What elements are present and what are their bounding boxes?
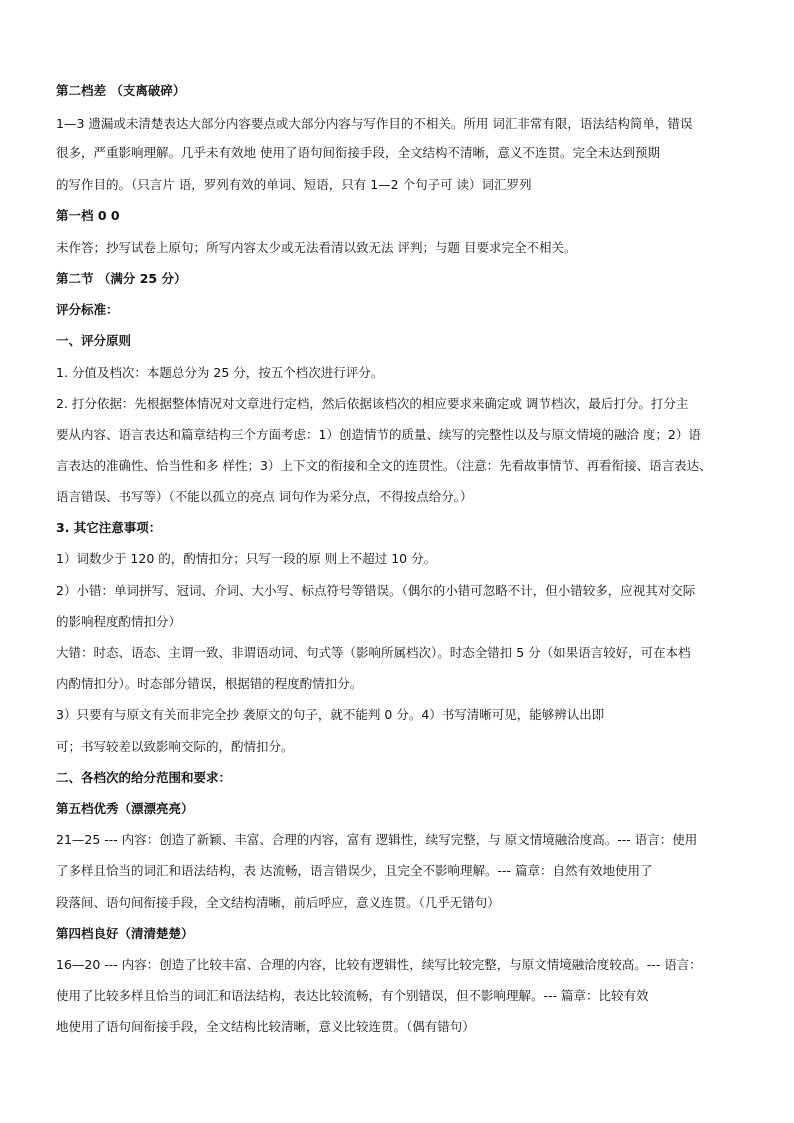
grade-ranges-heading: 二、各档次的给分范围和要求： — [56, 770, 232, 785]
paragraph-line: 可；书写较差以致影响交际的，酌情扣分。 — [56, 739, 294, 754]
notes-heading: 3. 其它注意事项： — [56, 520, 162, 535]
paragraph-line: 很多，严重影响理解。几乎未有效地 使用了语句间衔接手段，全文结构不清晰，意义不连贯。完全未达到预期 — [56, 145, 660, 160]
paragraph-line: 2）小错：单词拼写、冠词、介词、大小写、标点符号等错误。（偶尔的小错可忽略不计，但小错较多，应视其对交际 — [56, 583, 696, 598]
paragraph-line: 1. 分值及档次：本题总分为 25 分，按五个档次进行评分。 — [56, 365, 384, 380]
paragraph-line: 了多样且恰当的词汇和语法结构，表 达流畅，语言错误少，且完全不影响理解。--- 篇章：自然有效地使用了 — [56, 863, 653, 878]
paragraph-line: 16—20 --- 内容：创造了比较丰富、合理的内容，比较有逻辑性，续写比较完整，与原文情境融洽度较高。--- 语言： — [56, 957, 702, 972]
paragraph-line: 的影响程度酌情扣分） — [56, 614, 182, 629]
paragraph-line: 3）只要有与原文有关而非完全抄 袭原文的句子，就不能判 0 分。4）书写清晰可见，能够辨认出即 — [56, 707, 605, 722]
paragraph-line: 2. 打分依据：先根据整体情况对文章进行定档，然后依据该档次的相应要求来确定或 调节档次，最后打分。打分主 — [56, 396, 689, 411]
grade-5-heading: 第五档优秀（漂漂亮亮） — [56, 801, 194, 816]
paragraph-line: 语言错误、书写等）（不能以孤立的亮点 词句作为采分点，不得按点给分。） — [56, 489, 473, 504]
paragraph-line: 21—25 --- 内容：创造了新颖、丰富、合理的内容，富有 逻辑性，续写完整，与 原文情境融洽度高。--- 语言：使用 — [56, 832, 698, 847]
paragraph-line: 1—3 遗漏或未清楚表达大部分内容要点或大部分内容与写作目的不相关。所用 词汇非常有限，语法结构简单，错误 — [56, 116, 693, 131]
scoring-standard-heading: 评分标准： — [56, 302, 119, 317]
principles-heading: 一、评分原则 — [56, 333, 132, 348]
grade-4-heading: 第四档良好（清清楚楚） — [56, 926, 194, 941]
paragraph-line: 要从内容、语言表达和篇章结构三个方面考虑：1）创造情节的质量、续写的完整性以及与原文情境的融洽 度；2）语 — [56, 427, 701, 442]
paragraph-line: 未作答；抄写试卷上原句；所写内容太少或无法看清以致无法 评判；与题 目要求完全不相关。 — [56, 240, 577, 255]
paragraph-line: 段落间、语句间衔接手段，全文结构清晰，前后呼应，意义连贯。（几乎无错句） — [56, 895, 500, 910]
grade-2-heading: 第二档差 （支离破碎） — [56, 83, 186, 98]
paragraph-line: 地使用了语句间衔接手段，全文结构比较清晰，意义比较连贯。（偶有错句） — [56, 1019, 475, 1034]
grade-1-heading: 第一档 0 0 — [56, 208, 120, 223]
paragraph-line: 言表达的准确性、恰当性和多 样性；3）上下文的衔接和全文的连贯性。（注意：先看故事情节、再看衔接、语言表达、 — [56, 458, 712, 473]
paragraph-line: 的写作目的。（只言片 语，罗列有效的单词、短语，只有 1—2 个句子可 读）词汇罗列 — [56, 177, 532, 192]
paragraph-line: 使用了比较多样且恰当的词汇和语法结构，表达比较流畅，有个别错误，但不影响理解。--- 篇章：比较有效 — [56, 988, 649, 1003]
section-2-heading: 第二节 （满分 25 分） — [56, 271, 187, 286]
paragraph-line: 内酌情扣分）。时态部分错误，根据错的程度酌情扣分。 — [56, 676, 363, 691]
paragraph-line: 大错：时态、语态、主谓一致、非谓语动词、句式等（影响所属档次）。时态全错扣 5 分（如果语言较好，可在本档 — [56, 645, 691, 660]
paragraph-line: 1）词数少于 120 的，酌情扣分；只写一段的原 则上不超过 10 分。 — [56, 551, 437, 566]
